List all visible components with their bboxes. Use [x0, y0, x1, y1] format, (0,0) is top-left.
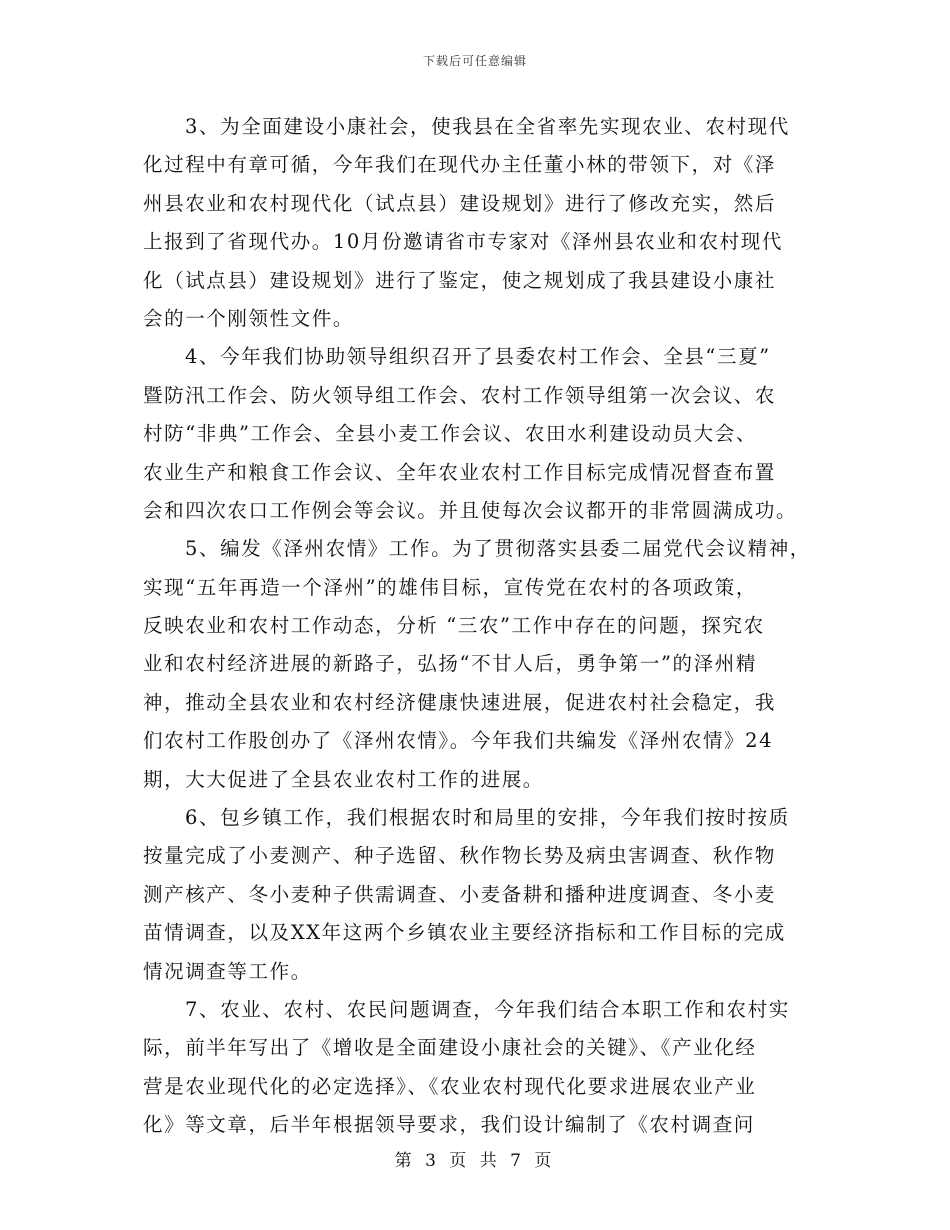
paragraph-line: 实现“五年再造一个泽州”的雄伟目标，宣传党在农村的各项政策，	[143, 575, 757, 599]
paragraph-line: 业和农村经济进展的新路子，弘扬“不甘人后，勇争第一”的泽州精	[143, 652, 757, 676]
document-body	[143, 108, 813, 1145]
paragraph-line: 期，大大促进了全县农业农村工作的进展。	[143, 767, 544, 791]
paragraph-line: 化过程中有章可循，今年我们在现代办主任董小林的带领下，对《泽	[143, 153, 777, 177]
paragraph-line: 暨防汛工作会、防火领导组工作会、农村工作领导组第一次会议、农	[143, 383, 777, 407]
paragraph-line: 村防“非典”工作会、全县小麦工作会议、农田水利建设动员大会、	[143, 422, 757, 446]
paragraph-line: 6、包乡镇工作，我们根据农时和局里的安排，今年我们按时按质	[185, 806, 790, 830]
paragraph-line: 们农村工作股创办了《泽州农情》。今年我们共编发《泽州农情》24	[143, 729, 774, 753]
paragraph-line: 农业生产和粮食工作会议、全年农业农村工作目标完成情况督查布置	[143, 460, 777, 484]
paragraph-line: 3、为全面建设小康社会，使我县在全省率先实现农业、农村现代	[185, 115, 790, 138]
paragraph-line: 化》等文章，后半年根据领导要求，我们设计编制了《农村调查问	[143, 1113, 755, 1137]
paragraph-line: 州县农业和农村现代化（试点县）建设规划》进行了修改充实，然后	[143, 191, 777, 215]
paragraph-line: 7、农业、农村、农民问题调查，今年我们结合本职工作和农村实	[185, 997, 790, 1021]
paragraph-line: 上报到了省现代办。10月份邀请省市专家对《泽州县农业和农村现代	[143, 230, 783, 254]
paragraph-line: 反映农业和农村工作动态，分析 “三农”工作中存在的问题，探究农	[143, 614, 765, 638]
paragraph-line: 会和四次农口工作例会等会议。并且使每次会议都开的非常圆满成功。	[143, 498, 798, 522]
page-footer: 第 3 页 共 7 页	[394, 1151, 556, 1171]
paragraph-line: 会的一个刚领性文件。	[143, 306, 355, 330]
paragraph-line: 化（试点县）建设规划》进行了鉴定，使之规划成了我县建设小康社	[143, 268, 777, 292]
paragraph-line: 测产核产、冬小麦种子供需调查、小麦备耕和播种进度调查、冬小麦	[143, 882, 777, 906]
paragraph-line: 按量完成了小麦测产、种子选留、秋作物长势及病虫害调查、秋作物	[143, 844, 777, 868]
page-header: 下载后可任意编辑	[422, 54, 527, 68]
paragraph-line: 际，前半年写出了《增收是全面建设小康社会的关键》、《产业化经	[143, 1036, 757, 1060]
paragraph-line: 情况调查等工作。	[143, 959, 312, 983]
paragraph-line: 4、今年我们协助领导组织召开了县委农村工作会、全县“三夏”	[185, 345, 771, 369]
paragraph-line: 营是农业现代化的必定选择》、《农业农村现代化要求进展农业产业	[143, 1074, 757, 1098]
paragraph-line: 5、编发《泽州农情》工作。为了贯彻落实县委二届党代会议精神，	[185, 537, 811, 561]
paragraph-line: 神，推动全县农业和农村经济健康快速进展，促进农村社会稳定，我	[143, 690, 777, 714]
paragraph-line: 苗情调查，以及XX年这两个乡镇农业主要经济指标和工作目标的完成	[143, 921, 786, 945]
